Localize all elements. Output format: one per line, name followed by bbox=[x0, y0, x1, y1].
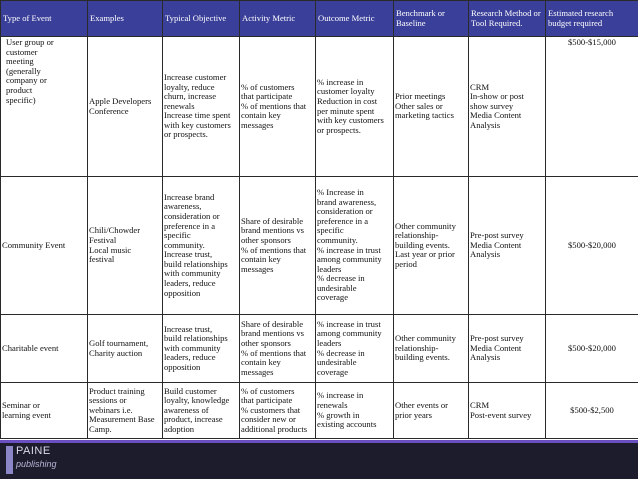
cell-activity-metric: % of customers that participate % customers that consider new or additional products bbox=[240, 383, 316, 439]
cell-activity-metric: % of customers that participate % of mentions that contain key messages bbox=[240, 37, 316, 177]
cell-research-method: CRM Post-event survey bbox=[469, 383, 546, 439]
cell-outcome-metric: % increase in customer loyalty Reduction in cost per minute spent with key customers or prospects. bbox=[316, 37, 394, 177]
paine-publishing-logo bbox=[4, 444, 57, 476]
cell-outcome-metric: % Increase in brand awareness, consideration or preference in a specific community. % increase in trust among community leaders % decrease in undesirable coverage bbox=[316, 177, 394, 315]
cell-benchmark: Prior meetings Other sales or marketing tactics bbox=[394, 37, 469, 177]
table-row bbox=[1, 315, 638, 383]
table-row bbox=[1, 177, 638, 315]
cell-examples: Apple Developers Conference bbox=[88, 37, 163, 177]
logo-mark-icon bbox=[6, 446, 13, 474]
header-budget: Estimated research budget required bbox=[546, 1, 638, 37]
cell-type: Seminar or learning event bbox=[1, 383, 88, 439]
cell-objective: Increase customer loyalty, reduce churn, increase renewals Increase time spent with key customers or prospects. bbox=[163, 37, 240, 177]
table-header-row bbox=[1, 1, 638, 37]
cell-type: User group or customer meeting (generally company or product specific) bbox=[1, 37, 88, 177]
footer-accent-line bbox=[0, 440, 638, 443]
header-examples: Examples bbox=[88, 1, 163, 37]
header-typical-objective: Typical Objective bbox=[163, 1, 240, 37]
cell-research-method: Pre-post survey Media Content Analysis bbox=[469, 315, 546, 383]
logo-name: PAINE bbox=[16, 445, 51, 457]
header-activity-metric: Activity Metric bbox=[240, 1, 316, 37]
footer-bar bbox=[0, 440, 638, 479]
cell-budget: $500-$20,000 bbox=[546, 315, 638, 383]
cell-benchmark: Other events or prior years bbox=[394, 383, 469, 439]
cell-examples: Golf tournament, Charity auction bbox=[88, 315, 163, 383]
table-row bbox=[1, 383, 638, 439]
header-benchmark: Benchmark or Baseline bbox=[394, 1, 469, 37]
cell-research-method: Pre-post survey Media Content Analysis bbox=[469, 177, 546, 315]
cell-budget: $500-$15,000 bbox=[546, 37, 638, 177]
header-research-method: Research Method or Tool Required. bbox=[469, 1, 546, 37]
header-type-of-event: Type of Event bbox=[1, 1, 88, 37]
cell-type: Community Event bbox=[1, 177, 88, 315]
cell-budget: $500-$2,500 bbox=[546, 383, 638, 439]
cell-activity-metric: Share of desirable brand mentions vs other sponsors % of mentions that contain key messages bbox=[240, 315, 316, 383]
cell-budget: $500-$20,000 bbox=[546, 177, 638, 315]
header-outcome-metric: Outcome Metric bbox=[316, 1, 394, 37]
cell-objective: Increase brand awareness, consideration or preference in a specific community. Increase trust, build relationships with community leaders, reduce opposition bbox=[163, 177, 240, 315]
cell-examples: Chili/Chowder Festival Local music festival bbox=[88, 177, 163, 315]
logo-subtitle: publishing bbox=[16, 459, 57, 469]
cell-activity-metric: Share of desirable brand mentions vs other sponsors % of mentions that contain key messages bbox=[240, 177, 316, 315]
cell-objective: Build customer loyalty, knowledge awareness of product, increase adoption bbox=[163, 383, 240, 439]
cell-outcome-metric: % increase in trust among community leaders % decrease in undesirable coverage bbox=[316, 315, 394, 383]
cell-examples: Product training sessions or webinars i.e. Measurement Base Camp. bbox=[88, 383, 163, 439]
cell-outcome-metric: % increase in renewals % growth in existing accounts bbox=[316, 383, 394, 439]
cell-benchmark: Other community relationship- building events. Last year or prior period bbox=[394, 177, 469, 315]
table-row bbox=[1, 37, 638, 177]
cell-research-method: CRM In-show or post show survey Media Content Analysis bbox=[469, 37, 546, 177]
cell-objective: Increase trust, build relationships with community leaders, reduce opposition bbox=[163, 315, 240, 383]
cell-type: Charitable event bbox=[1, 315, 88, 383]
cell-benchmark: Other community relationship- building events. bbox=[394, 315, 469, 383]
